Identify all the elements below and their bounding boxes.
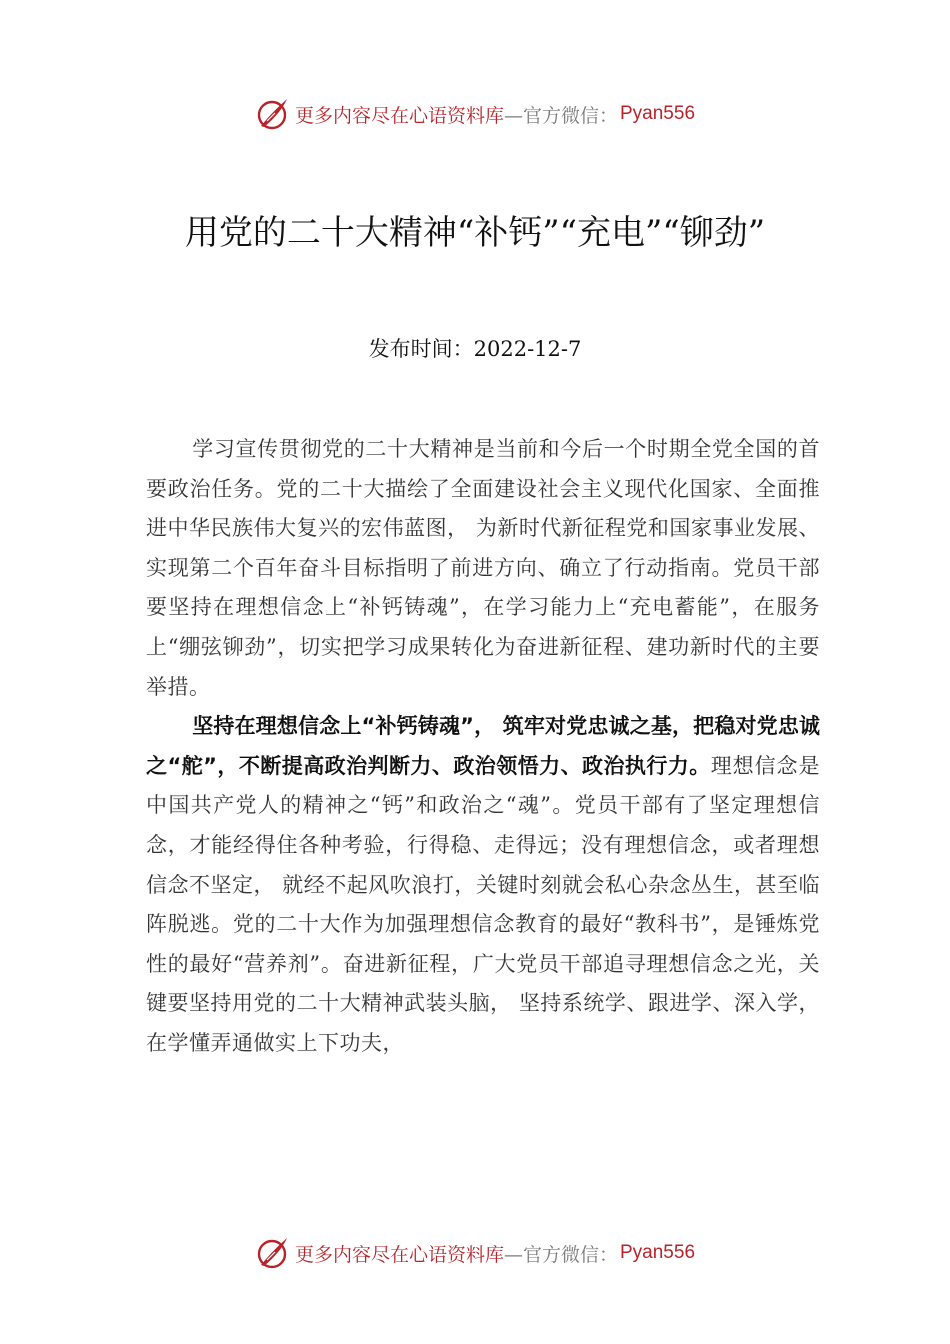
publish-date: 发布时间：2022-12-7 xyxy=(368,337,582,361)
paragraph-intro: 学习宣传贯彻党的二十大精神是当前和今后一个时期全党全国的首要政治任务。党的二十大描绘了全面建设社会主义现代化国家、全面推进中华民族伟大复兴的宏伟蓝图， 为新时代新征程党和国家事业发展、实现第二个百年奋斗目标指明了前进方向、确立了行动指南。党员干部要坚持在理想信念上“补钙铸魂”，在学习能力上“充电蓄能”，在服务上“绷弦铆劲”，切实把学习成果转化为奋进新征程、建功新时代的主要举措。 xyxy=(146,437,820,699)
section-1-heading: 坚持在理想信念上“补钙铸魂”， 筑牢对党忠诚之基，把稳对党忠诚之“舵”，不断提高政治判断力、政治领悟力、政治执行力。 xyxy=(146,714,820,778)
quill-pen-logo-icon xyxy=(255,1235,291,1271)
header-watermark xyxy=(0,92,950,136)
watermark-brand-text: 更多内容尽在心语资料库 xyxy=(294,104,504,127)
watermark-separator-text: —官方微信： xyxy=(503,104,618,127)
watermark-handle: Pyan556 xyxy=(620,103,696,124)
article-body xyxy=(146,430,820,1064)
watermark-handle: Pyan556 xyxy=(620,1242,696,1263)
section-1-text: 理想信念是中国共产党人的精神之“钙”和政治之“魂”。党员干部有了坚定理想信念，才能经得住各种考验，行得稳、走得远；没有理想信念，或者理想信念不坚定， 就经不起风吹浪打，关键时刻就会私心杂念丛生，甚至临阵脱逃。党的二十大作为加强理想信念教育的最好“教科书”，是锤炼党性的最好“营养剂”。奋进新征程，广大党员干部追寻理想信念之光，关键要坚持用党的二十大精神武装头脑， 坚持系统学、跟进学、深入学，在学懂弄通做实上下功夫， xyxy=(146,753,820,1055)
quill-pen-logo-icon xyxy=(255,96,291,132)
watermark-brand-text: 更多内容尽在心语资料库 xyxy=(294,1243,504,1266)
watermark-separator-text: —官方微信： xyxy=(503,1243,618,1266)
article-title: 用党的二十大精神“补钙”“充电”“铆劲” xyxy=(184,213,766,253)
paragraph-section-1 xyxy=(146,707,820,1063)
footer-watermark xyxy=(0,1231,950,1275)
